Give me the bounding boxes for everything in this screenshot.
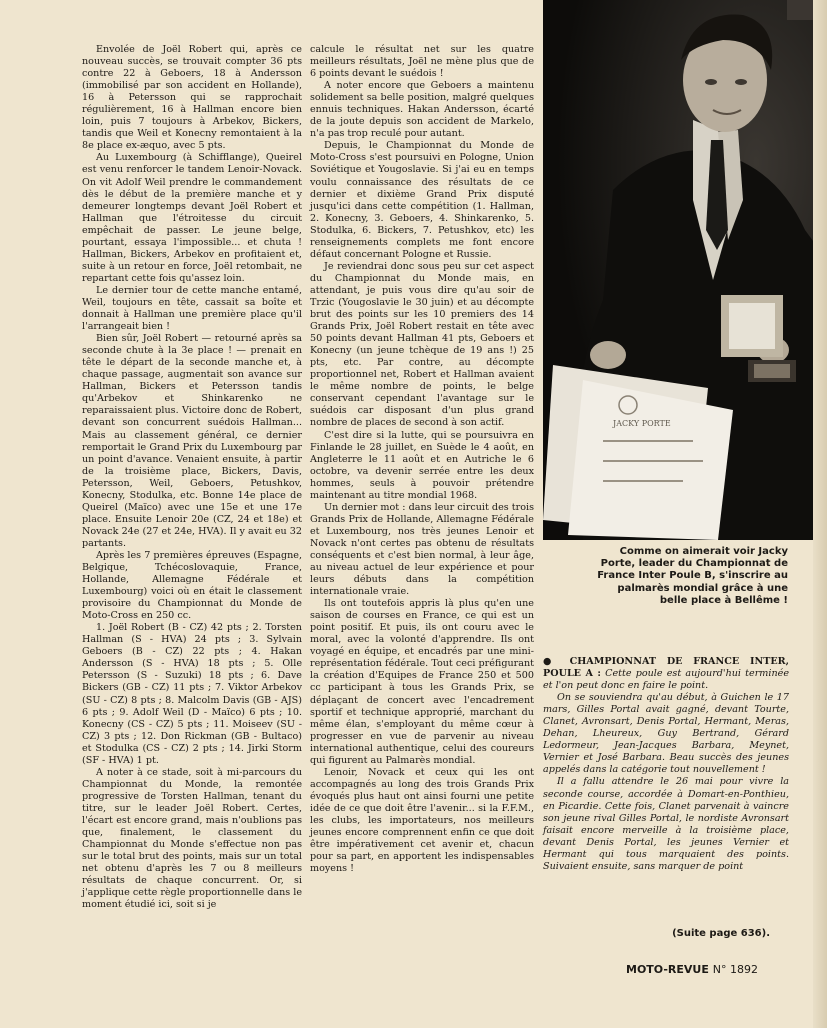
paragraph: Lenoir, Novack et ceux qui les ont accompagnés au long des trois Grands Prix évoqués plus haut ont ainsi fourni une petite idée de ce que doit être l'avenir... si la F.F.M., les clubs, les importateurs, nos meilleurs jeunes encore comprennent enfin ce que doit être impérativement cet avenir et, chacun pour sa part, en apportent les indispensables moyens ! xyxy=(310,766,534,875)
photo-caption: Comme on aimerait voir Jacky Porte, leader du Championnat de France Inter Poule B, s'inscrire au palmarès mondial grâce à une belle place à Bellême ! xyxy=(597,546,788,606)
issue-number: N° 1892 xyxy=(712,963,758,976)
paragraph: On se souviendra qu'au début, à Guichen le 17 mars, Gilles Portal avait gagné, devant Tourte, Clanet, Avronsart, Denis Portal, Hermant, Meras, Dehan, Lheureux, Guy Bertrand, Gérard Ledormeur, Jean-Jacques Barbara, Meynet, Vernier et José Barbara. Beau succès des jeunes appelés dans la catégorie tout nouvellement ! xyxy=(543,692,789,776)
paragraph: Après les 7 premières épreuves (Espagne, Belgique, Tchécoslovaquie, France, Hollande, Allemagne Fédérale et Luxembourg) voici où en était le classement provisoire du Championnat du Monde de Moto-Cross en 250 cc. xyxy=(82,549,302,622)
section-heading: ● CHAMPIONNAT DE FRANCE INTER, POULE A : xyxy=(543,656,789,680)
paragraph: Un dernier mot : dans leur circuit des trois Grands Prix de Hollande, Allemagne Fédérale et Luxembourg, nos très jeunes Lenoir et Novack n'ont certes pas obtenu de résultats conséquents et c'est bien normal, à leur âge, au niveau actuel de leur expérience et pour leurs débuts dans la compétition internationale vraie. xyxy=(310,501,534,598)
article-column-2 xyxy=(310,44,534,875)
paragraph: Le dernier tour de cette manche entamé, Weil, toujours en tête, cassait sa boîte et donnait à Hallman une première place qu'il l'arrangeait bien ! xyxy=(82,284,302,333)
paragraph: Je reviendrai donc sous peu sur cet aspect du Championnat du Monde mais, en attendant, je puis vous dire qu'au soir de Trzic (Yougoslavie le 30 juin) et au décompte brut des points sur les 10 premiers des 14 Grands Prix, Joël Robert restait en tête avec 50 points devant Hallman 41 pts, Geboers et Konecny (un jeune tchèque de 19 ans !) 25 pts, etc. Par contre, au décompte proportionnel net, Robert et Hallman avaient le même nombre de points, le belge conservant cependant l'avantage sur le suédois car disposant d'un plus grand nombre de places de second à son actif. xyxy=(310,260,534,429)
article-column-3 xyxy=(543,656,789,873)
article-column-1 xyxy=(82,44,302,911)
paragraph: 1. Joël Robert (B - CZ) 42 pts ; 2. Torsten Hallman (S - HVA) 24 pts ; 3. Sylvain Geboers (B - CZ) 22 pts ; 4. Hakan Andersson (S - HVA) 18 pts ; 5. Olle Petersson (S - Suzuki) 18 pts ; 6. Dave Bickers (GB - CZ) 11 pts ; 7. Viktor Arbekov (SU - CZ) 8 pts ; 8. Malcolm Davis (GB - AJS) 6 pts ; 9. Adolf Weil (D - Maïco) 6 pts ; 10. Konecny (CS - CZ) 5 pts ; 11. Moiseev (SU - CZ) 3 pts ; 12. Don Rickman (GB - Bultaco) et Stodulka (CS - CZ) 2 pts ; 14. Jirki Storm (SF - HVA) 1 pt. xyxy=(82,622,302,766)
paragraph: C'est dire si la lutte, qui se poursuivra en Finlande le 28 juillet, en Suède le 4 août, en Angleterre le 11 août et en Autriche le 6 octobre, va devenir serrée entre les deux hommes, seuls à pouvoir prétendre maintenant au titre mondial 1968. xyxy=(310,429,534,501)
paragraph: Envolée de Joël Robert qui, après ce nouveau succès, se trouvait compter 36 pts contre 22 à Geboers, 18 à Andersson (immobilisé par son accident en Hollande), 16 à Petersson qui se rapprochait régulièrement, 16 à Hallman encore bien loin, puis 7 toujours à Arbekov, Bickers, tandis que Weil et Konecny remontaient à la 8e place ex-æquo, avec 5 pts. xyxy=(82,44,302,152)
paragraph: A noter à ce stade, soit à mi-parcours du Championnat du Monde, la remontée progressive de Torsten Hallman, tenant du titre, sur le leader Joël Robert. Certes, l'écart est encore grand, mais n'oublions pas que, finalement, le classement du Championnat du Monde s'effectue non pas sur le total brut des points, mais sur un total net obtenu d'après les 7 ou 8 meilleurs résultats de chaque concurrent. Or, si j'applique cette règle proportionnelle dans le moment étudié ici, soit si je xyxy=(82,766,302,911)
paragraph: Ils ont toutefois appris là plus qu'en une saison de courses en France, ce qui est un point positif. Et puis, ils ont couru avec le moral, avec la volonté d'apprendre. Ils ont voyagé en équipe, et encadrés par une mini-représentation fédérale. Tout ceci préfigurant la création d'Equipes de France 250 et 500 cc participant à tous les Grands Prix, se déplaçant de concert avec l'encadrement sportif et technique approprié, marchant du même élan, s'employant du même cœur à progresser en vue de parvenir au niveau international authentique, celui des coureurs qui figurent au Palmarès mondial. xyxy=(310,598,534,766)
magazine-name: MOTO-REVUE xyxy=(626,963,709,976)
paragraph: Bien sûr, Joël Robert — retourné après sa seconde chute à la 3e place ! — prenait en tête le départ de la seconde manche et, à chaque passage, augmentait son avance sur Hallman, Bickers et Petersson tandis qu'Arbekov et Shinkarenko ne reparaissaient plus. Victoire donc de Robert, devant son concurrent suédois Hallman... Mais au classement général, ce dernier remportait le Grand Prix du Luxembourg par un point d'avance. Venaient ensuite, à partir de la troisième place, Bickers, Davis, Petersson, Weil, Geboers, Petushkov, Konecny, Stodulka, etc. Bonne 14e place de Queirel (Maïco) avec une 15e et une 17e place. Ensuite Lenoir 20e (CZ, 24 et 18e) et Novack 24e (27 et 24e, HVA). Il y avait eu 32 partants. xyxy=(82,333,302,549)
page-footer xyxy=(626,963,758,976)
rider-portrait-photo xyxy=(543,0,827,540)
paragraph: calcule le résultat net sur les quatre meilleurs résultats, Joël ne mène plus que de 6 points devant le suédois ! xyxy=(310,44,534,80)
certificate-name: JACKY PORTE xyxy=(613,419,671,428)
page-edge-shadow xyxy=(813,0,827,1028)
paragraph: A noter encore que Geboers a maintenu solidement sa belle position, malgré quelques ennuis techniques. Hakan Andersson, écarté de la joute depuis son accident de Markelo, n'a pas trop reculé pour autant. xyxy=(310,80,534,140)
paragraph: Au Luxembourg (à Schifflange), Queirel est venu renforcer le tandem Lenoir-Novack. On vit Adolf Weil prendre le commandement dès le début de la première manche et y demeurer longtemps devant Joël Robert et Hallman que l'étroitesse du circuit empêchait de passer. Le jeune belge, pourtant, essaya l'impossible... et chuta ! Hallman, Bickers, Arbekov en profitaient et, suite à un retour en force, Joël retombait, ne repartant cette fois qu'assez loin. xyxy=(82,152,302,284)
paragraph: Il a fallu attendre le 26 mai pour vivre la seconde course, accordée à Domart-en-Ponthieu, en Picardie. Cette fois, Clanet parvenait à vaincre son jeune rival Gilles Portal, le nordiste Avronsart faisait encore merveille à la troisième place, devant Denis Portal, les jeunes Vernier et Hermant qui tous marquaient des points. Suivaient ensuite, sans marquer de point xyxy=(543,776,789,872)
section-intro: Cette poule est aujourd'hui terminée et l'on peut donc en faire le point. xyxy=(543,668,789,692)
continued-note: (Suite page 636). xyxy=(672,928,770,939)
section-lead xyxy=(543,656,789,692)
paragraph: Depuis, le Championnat du Monde de Moto-Cross s'est poursuivi en Pologne, Union Soviétique et Yougoslavie. Si j'ai eu en temps voulu connaissance des résultats de ce dernier et dixième Grand Prix disputé jusqu'ici dans cette compétition (1. Hallman, 2. Konecny, 3. Geboers, 4. Shinkarenko, 5. Stodulka, 6. Bickers, 7. Petushkov, etc) les renseignements complets me font encore défaut concernant Pologne et Russie. xyxy=(310,140,534,260)
